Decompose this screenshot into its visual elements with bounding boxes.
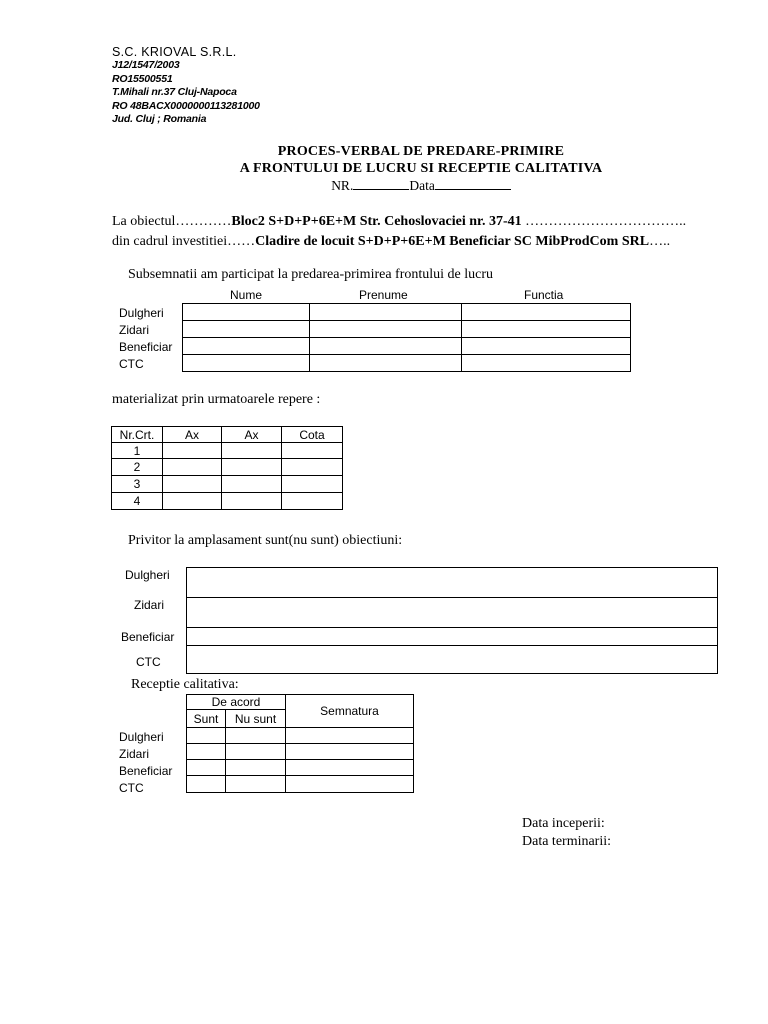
- obiectiuni-table: [186, 567, 718, 674]
- cell-functia[interactable]: [462, 304, 631, 321]
- col-header-ax: Ax: [163, 427, 222, 443]
- row-number: 3: [112, 476, 163, 493]
- row-label-dulgheri: Dulgheri: [119, 730, 164, 744]
- cell-functia[interactable]: [462, 321, 631, 338]
- row-label-beneficiar: Beneficiar: [119, 340, 173, 354]
- obiectiuni-text: Privitor la amplasament sunt(nu sunt) obiectiuni:: [128, 533, 403, 548]
- obiectiuni-field-beneficiar[interactable]: [187, 628, 718, 646]
- row-number: 4: [112, 493, 163, 510]
- cell-semnatura[interactable]: [286, 728, 414, 744]
- cell-sunt[interactable]: [187, 728, 226, 744]
- obiectiuni-field-dulgheri[interactable]: [187, 568, 718, 598]
- object-line: [112, 214, 686, 230]
- company-address: T.Mihali nr.37 Cluj-Napoca: [112, 86, 237, 98]
- cell-semnatura[interactable]: [286, 776, 414, 793]
- cell-ax-2[interactable]: [222, 476, 282, 493]
- col-header-functia: Functia: [524, 288, 564, 302]
- cell-ax-2[interactable]: [222, 493, 282, 510]
- cell-semnatura[interactable]: [286, 760, 414, 776]
- cell-sunt[interactable]: [187, 744, 226, 760]
- row-label-beneficiar: Beneficiar: [119, 764, 173, 778]
- data-label: Data: [409, 178, 435, 193]
- cell-ax-2[interactable]: [222, 459, 282, 476]
- col-header-sunt: Sunt: [187, 710, 226, 728]
- subsemnatii-text: Subsemnatii am participat la predarea-primirea frontului de lucru: [128, 267, 494, 282]
- row-label-zidari: Zidari: [119, 323, 150, 337]
- materializat-text: materializat prin urmatoarele repere :: [112, 392, 321, 407]
- cell-ax[interactable]: [163, 493, 222, 510]
- company-fiscal-code: RO15500551: [112, 72, 173, 85]
- cell-cota[interactable]: [282, 493, 343, 510]
- data-inceperii-label: Data inceperii:: [522, 816, 605, 831]
- cell-nume[interactable]: [183, 321, 310, 338]
- cell-cota[interactable]: [282, 459, 343, 476]
- company-bank-account: RO 48BACX0000000113281000: [112, 99, 260, 112]
- company-reg: J12/1547/2003: [112, 59, 180, 71]
- cell-functia[interactable]: [462, 355, 631, 372]
- participants-table: [182, 303, 631, 372]
- row-label-ctc: CTC: [119, 781, 144, 795]
- obiectiuni-label-dulgheri: Dulgheri: [125, 568, 170, 582]
- obiectiuni-label-zidari: Zidari: [134, 598, 165, 612]
- obiectiuni-label-ctc: CTC: [136, 655, 161, 669]
- investment-label: din cadrul investitiei: [112, 234, 228, 249]
- dates-block: [522, 815, 611, 851]
- cell-ax[interactable]: [163, 443, 222, 459]
- cell-cota[interactable]: [282, 443, 343, 459]
- cell-prenume[interactable]: [310, 304, 462, 321]
- col-header-nu-sunt: Nu sunt: [226, 710, 286, 728]
- col-header-nr-crt: Nr.Crt.: [112, 427, 163, 443]
- cell-prenume[interactable]: [310, 355, 462, 372]
- object-dots-trailing: ……………………………..: [521, 214, 687, 229]
- company-header: [112, 45, 260, 127]
- number-date-line: [0, 177, 768, 194]
- nr-blank[interactable]: [353, 177, 409, 190]
- document-title: [0, 143, 768, 194]
- investment-line: [112, 234, 670, 250]
- obiectiuni-label-beneficiar: Beneficiar: [121, 630, 175, 644]
- cell-cota[interactable]: [282, 476, 343, 493]
- col-header-cota: Cota: [282, 427, 343, 443]
- col-header-ax-2: Ax: [222, 427, 282, 443]
- company-county: Jud. Cluj ; Romania: [112, 113, 207, 125]
- col-header-nume: Nume: [230, 288, 263, 302]
- cell-nu-sunt[interactable]: [226, 776, 286, 793]
- title-line-1: PROCES-VERBAL DE PREDARE-PRIMIRE: [277, 144, 565, 159]
- company-name: S.C. KRIOVAL S.R.L.: [112, 45, 237, 59]
- row-number: 2: [112, 459, 163, 476]
- cell-functia[interactable]: [462, 338, 631, 355]
- investment-dots-trailing: …..: [649, 234, 671, 249]
- col-header-prenume: Prenume: [359, 288, 408, 302]
- row-label-ctc: CTC: [119, 357, 144, 371]
- col-header-semnatura: Semnatura: [286, 695, 414, 728]
- obiectiuni-field-zidari[interactable]: [187, 598, 718, 628]
- row-label-zidari: Zidari: [119, 747, 150, 761]
- receptie-label: Receptie calitativa:: [131, 677, 239, 692]
- cell-nu-sunt[interactable]: [226, 744, 286, 760]
- cell-nume[interactable]: [183, 338, 310, 355]
- date-blank[interactable]: [435, 177, 511, 190]
- cell-sunt[interactable]: [187, 760, 226, 776]
- cell-ax-2[interactable]: [222, 443, 282, 459]
- investment-dots: ……: [227, 234, 256, 249]
- nr-label: NR.: [331, 178, 354, 193]
- cell-ax[interactable]: [163, 459, 222, 476]
- object-label: La obiectul: [112, 214, 176, 229]
- cell-nume[interactable]: [183, 355, 310, 372]
- title-line-2: A FRONTULUI DE LUCRU SI RECEPTIE CALITATIVA: [239, 161, 603, 176]
- cell-nume[interactable]: [183, 304, 310, 321]
- col-header-de-acord: De acord: [187, 695, 286, 710]
- cell-nu-sunt[interactable]: [226, 760, 286, 776]
- receptie-row-labels: [119, 729, 172, 797]
- repere-table: [111, 426, 343, 510]
- object-value: Bloc2 S+D+P+6E+M Str. Cehoslovaciei nr. 37-41: [231, 214, 522, 229]
- data-terminarii-label: Data terminarii:: [522, 834, 612, 849]
- cell-prenume[interactable]: [310, 338, 462, 355]
- investment-value: Cladire de locuit S+D+P+6E+M Beneficiar SC MibProdCom SRL: [255, 234, 650, 249]
- cell-semnatura[interactable]: [286, 744, 414, 760]
- cell-nu-sunt[interactable]: [226, 728, 286, 744]
- obiectiuni-field-ctc[interactable]: [187, 646, 718, 674]
- row-label-dulgheri: Dulgheri: [119, 306, 164, 320]
- cell-prenume[interactable]: [310, 321, 462, 338]
- object-dots: …………: [175, 214, 232, 229]
- receptie-table: [186, 694, 414, 793]
- cell-ax[interactable]: [163, 476, 222, 493]
- row-number: 1: [112, 443, 163, 459]
- cell-sunt[interactable]: [187, 776, 226, 793]
- participants-row-labels: [119, 305, 172, 373]
